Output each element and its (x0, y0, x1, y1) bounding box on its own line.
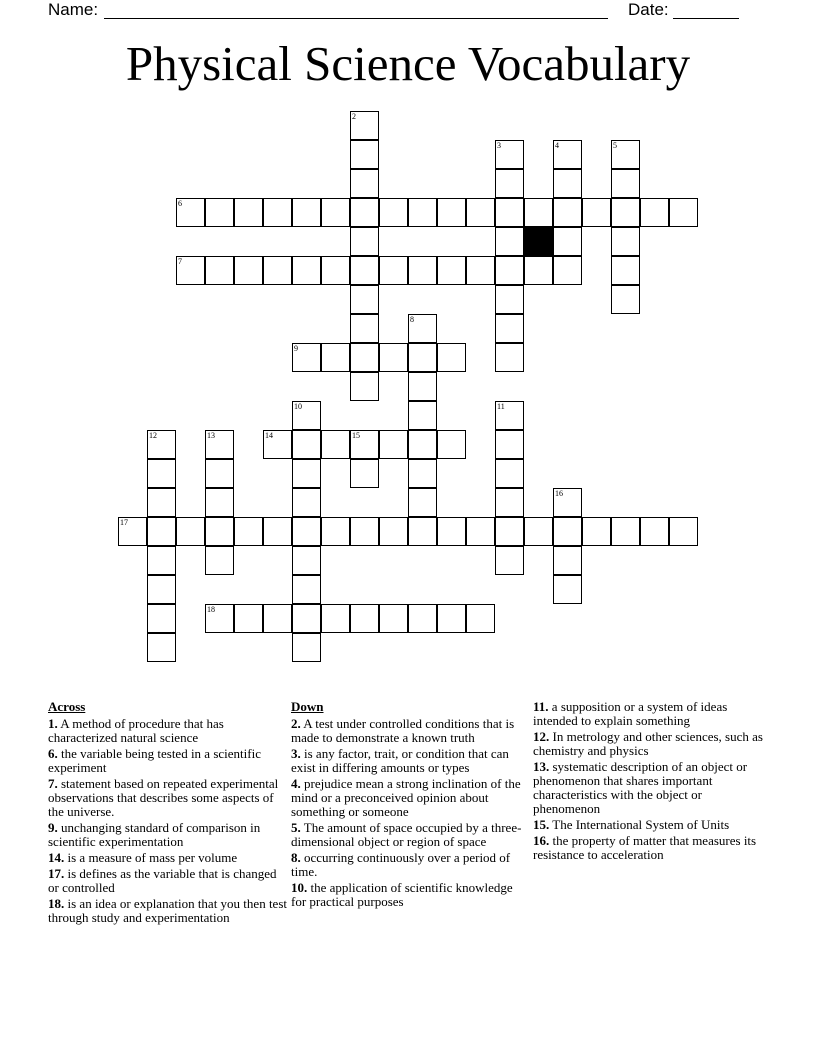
crossword-cell[interactable] (292, 256, 321, 285)
crossword-cell[interactable] (321, 256, 350, 285)
crossword-cell[interactable] (611, 169, 640, 198)
crossword-cell[interactable] (350, 111, 379, 140)
page-title: Physical Science Vocabulary (125, 36, 691, 91)
clue-text: A method of procedure that has characterized natural science (48, 716, 224, 745)
clue-number: 18 (207, 605, 215, 614)
crossword-cell[interactable] (553, 198, 582, 227)
crossword-cell[interactable] (205, 459, 234, 488)
clue-text: the application of scientific knowledge for practical purposes (291, 880, 513, 909)
crossword-cell[interactable] (611, 140, 640, 169)
date-label: Date: (628, 0, 669, 19)
clue (533, 834, 769, 862)
crossword-cell[interactable] (408, 372, 437, 401)
crossword-cell[interactable] (321, 198, 350, 227)
crossword-cell[interactable] (350, 517, 379, 546)
crossword-cell[interactable] (350, 256, 379, 285)
crossword-cell[interactable] (292, 604, 321, 633)
crossword-cell[interactable] (205, 198, 234, 227)
crossword-cell[interactable] (553, 575, 582, 604)
crossword-cell[interactable] (495, 343, 524, 372)
clue-text: a supposition or a system of ideas intended to explain something (533, 699, 728, 728)
crossword-cell[interactable] (147, 459, 176, 488)
crossword-cell[interactable] (553, 227, 582, 256)
clue-number: 10. (291, 880, 308, 895)
clue-number: 2 (352, 112, 356, 121)
clue (533, 700, 769, 728)
crossword-cell[interactable] (292, 546, 321, 575)
crossword-cell[interactable] (147, 575, 176, 604)
clue-number: 4. (291, 776, 301, 791)
crossword-cell[interactable] (176, 198, 205, 227)
clue-number: 7. (48, 776, 58, 791)
crossword-cell[interactable] (379, 604, 408, 633)
crossword-cell[interactable] (408, 198, 437, 227)
crossword-cell[interactable] (205, 604, 234, 633)
crossword-cell[interactable] (379, 517, 408, 546)
crossword-cell[interactable] (437, 604, 466, 633)
clue-number: 6 (178, 199, 182, 208)
crossword-cell[interactable] (408, 459, 437, 488)
crossword-cell[interactable] (205, 256, 234, 285)
clue (533, 730, 769, 758)
crossword-cell[interactable] (292, 575, 321, 604)
crossword-cell[interactable] (263, 517, 292, 546)
crossword-cell[interactable] (321, 604, 350, 633)
crossword-cell[interactable] (611, 256, 640, 285)
crossword-cell[interactable] (495, 256, 524, 285)
crossword-cell[interactable] (495, 140, 524, 169)
clue (291, 747, 527, 775)
clue-number: 4 (555, 141, 559, 150)
crossword-cell[interactable] (553, 140, 582, 169)
crossword-cell[interactable] (669, 517, 698, 546)
crossword-cell[interactable] (350, 430, 379, 459)
clue-number: 5 (613, 141, 617, 150)
clue-text: occurring continuously over a period of time. (291, 850, 511, 879)
clue (48, 777, 288, 819)
across-clues (48, 700, 288, 927)
clue-number: 10 (294, 402, 302, 411)
clue-text: The amount of space occupied by a three-dimensional object or region of space (291, 820, 522, 849)
clue (533, 760, 769, 816)
clue-number: 14. (48, 850, 65, 865)
crossword-cell[interactable] (437, 430, 466, 459)
clue-text: statement based on repeated experimental observations that describes some aspects of the universe. (48, 776, 279, 819)
crossword-cell[interactable] (582, 517, 611, 546)
clue-number: 13 (207, 431, 215, 440)
clue-number: 7 (178, 257, 182, 266)
crossword-cell[interactable] (292, 459, 321, 488)
crossword-cell[interactable] (495, 459, 524, 488)
crossword-cell[interactable] (263, 256, 292, 285)
crossword-cell[interactable] (118, 517, 147, 546)
crossword-cell[interactable] (524, 256, 553, 285)
crossword-cell[interactable] (495, 517, 524, 546)
crossword-cell[interactable] (147, 430, 176, 459)
down-clue-list (291, 717, 527, 909)
crossword-cell[interactable] (495, 314, 524, 343)
crossword-cell[interactable] (408, 517, 437, 546)
crossword-cell[interactable] (292, 198, 321, 227)
crossword-cell[interactable] (234, 256, 263, 285)
crossword-cell[interactable] (553, 169, 582, 198)
clue-text: unchanging standard of comparison in scientific experimentation (48, 820, 261, 849)
crossword-cell[interactable] (553, 256, 582, 285)
clue-text: the variable being tested in a scientific experiment (48, 746, 261, 775)
crossword-cell[interactable] (176, 256, 205, 285)
clue (48, 867, 288, 895)
clue-number: 1. (48, 716, 58, 731)
clue-number: 8. (291, 850, 301, 865)
crossword-cell[interactable] (321, 517, 350, 546)
crossword-cell[interactable] (350, 227, 379, 256)
crossword-cell[interactable] (437, 517, 466, 546)
crossword-cell[interactable] (147, 488, 176, 517)
clue (291, 851, 527, 879)
clue-text: the property of matter that measures its resistance to acceleration (533, 833, 757, 862)
clue (48, 747, 288, 775)
crossword-cell[interactable] (263, 198, 292, 227)
clue (48, 821, 288, 849)
crossword-cell[interactable] (495, 227, 524, 256)
clue-text: is an idea or explanation that you then test through study and experimentation (48, 896, 287, 925)
crossword-cell[interactable] (379, 256, 408, 285)
crossword-cell[interactable] (611, 198, 640, 227)
crossword-cell[interactable] (379, 343, 408, 372)
crossword-cell[interactable] (350, 140, 379, 169)
crossword-cell[interactable] (292, 517, 321, 546)
crossword-cell[interactable] (292, 430, 321, 459)
crossword-cell[interactable] (379, 198, 408, 227)
clue-number: 9 (294, 344, 298, 353)
crossword-cell[interactable] (176, 517, 205, 546)
crossword-cell[interactable] (437, 198, 466, 227)
crossword-cell[interactable] (292, 633, 321, 662)
crossword-cell[interactable] (495, 198, 524, 227)
clue-text: The International System of Units (549, 817, 730, 832)
clue-number: 15 (352, 431, 360, 440)
crossword-cell[interactable] (466, 517, 495, 546)
crossword-cell[interactable] (292, 401, 321, 430)
clue-number: 14 (265, 431, 273, 440)
clue-number: 11 (497, 402, 505, 411)
crossword-cell[interactable] (408, 401, 437, 430)
clue (291, 777, 527, 819)
clue-number: 17. (48, 866, 65, 881)
crossword-cell[interactable] (640, 517, 669, 546)
crossword-cell[interactable] (350, 372, 379, 401)
across-heading: Across (48, 699, 86, 714)
crossword-cell[interactable] (553, 517, 582, 546)
crossword-cell[interactable] (524, 198, 553, 227)
across-clue-list (48, 717, 288, 925)
clue-number: 6. (48, 746, 58, 761)
crossword-cell[interactable] (350, 604, 379, 633)
crossword-cell[interactable] (669, 198, 698, 227)
down-clue-list-continued (533, 700, 769, 862)
black-square (524, 227, 553, 256)
clue-text: prejudice mean a strong inclination of the mind or a preconceived opinion about something or someone (291, 776, 521, 819)
crossword-cell[interactable] (553, 488, 582, 517)
crossword-cell[interactable] (321, 430, 350, 459)
crossword-cell[interactable] (582, 198, 611, 227)
crossword-cell[interactable] (205, 488, 234, 517)
crossword-cell[interactable] (263, 604, 292, 633)
crossword-cell[interactable] (408, 488, 437, 517)
clue-number: 9. (48, 820, 58, 835)
crossword-cell[interactable] (611, 227, 640, 256)
crossword-cell[interactable] (495, 401, 524, 430)
crossword-cell[interactable] (350, 285, 379, 314)
crossword-cell[interactable] (553, 546, 582, 575)
crossword-cell[interactable] (408, 430, 437, 459)
crossword-cell[interactable] (205, 517, 234, 546)
crossword-cell[interactable] (379, 430, 408, 459)
clue-text: is defines as the variable that is changed or controlled (48, 866, 277, 895)
crossword-cell[interactable] (147, 633, 176, 662)
clue-number: 5. (291, 820, 301, 835)
crossword-cell[interactable] (408, 343, 437, 372)
clue-number: 12. (533, 729, 550, 744)
clue-number: 12 (149, 431, 157, 440)
clue (48, 851, 288, 865)
crossword-cell[interactable] (524, 517, 553, 546)
crossword-cell[interactable] (292, 343, 321, 372)
crossword-cell[interactable] (495, 169, 524, 198)
clue-number: 16. (533, 833, 550, 848)
crossword-cell[interactable] (495, 488, 524, 517)
clue (291, 717, 527, 745)
clue-number: 3 (497, 141, 501, 150)
crossword-cell[interactable] (495, 285, 524, 314)
crossword-cell[interactable] (466, 198, 495, 227)
crossword-cell[interactable] (611, 285, 640, 314)
crossword-cell[interactable] (437, 256, 466, 285)
down-clues-continued (533, 700, 769, 864)
crossword-cell[interactable] (350, 314, 379, 343)
crossword-cell[interactable] (495, 546, 524, 575)
clue (291, 881, 527, 909)
clue-number: 3. (291, 746, 301, 761)
clue-number: 13. (533, 759, 550, 774)
clue (48, 897, 288, 925)
clue (291, 821, 527, 849)
crossword-cell[interactable] (234, 604, 263, 633)
down-clues (291, 700, 527, 911)
clue-text: is any factor, trait, or condition that can exist in differing amounts or types (291, 746, 509, 775)
clue-text: In metrology and other sciences, such as chemistry and physics (533, 729, 763, 758)
down-heading: Down (291, 699, 324, 714)
clue-number: 2. (291, 716, 301, 731)
clue-number: 8 (410, 315, 414, 324)
crossword-cell[interactable] (495, 430, 524, 459)
crossword-cell[interactable] (263, 430, 292, 459)
clue-text: A test under controlled conditions that is made to demonstrate a known truth (291, 716, 515, 745)
crossword-cell[interactable] (350, 343, 379, 372)
crossword-cell[interactable] (234, 198, 263, 227)
clue-number: 16 (555, 489, 563, 498)
clue-number: 17 (120, 518, 128, 527)
crossword-cell[interactable] (640, 198, 669, 227)
clue-text: systematic description of an object or phenomenon that shares important characteristics with the object or phenomenon (533, 759, 748, 816)
crossword-cell[interactable] (350, 169, 379, 198)
name-label: Name: (48, 0, 99, 19)
clue (48, 717, 288, 745)
crossword-cell[interactable] (350, 198, 379, 227)
crossword-cell[interactable] (147, 517, 176, 546)
clue (533, 818, 769, 832)
crossword-cell[interactable] (408, 256, 437, 285)
crossword-cell[interactable] (292, 488, 321, 517)
crossword-cell[interactable] (147, 604, 176, 633)
clue-text: is a measure of mass per volume (64, 850, 238, 865)
clue-number: 15. (533, 817, 550, 832)
crossword-cell[interactable] (408, 314, 437, 343)
clue-number: 11. (533, 699, 549, 714)
crossword-cell[interactable] (408, 604, 437, 633)
crossword-cell[interactable] (234, 517, 263, 546)
crossword-cell[interactable] (437, 343, 466, 372)
clue-number: 18. (48, 896, 65, 911)
crossword-cell[interactable] (466, 604, 495, 633)
crossword-cell[interactable] (466, 256, 495, 285)
crossword-cell[interactable] (321, 343, 350, 372)
crossword-cell[interactable] (147, 546, 176, 575)
crossword-cell[interactable] (205, 546, 234, 575)
crossword-cell[interactable] (350, 459, 379, 488)
crossword-cell[interactable] (205, 430, 234, 459)
crossword-cell[interactable] (611, 517, 640, 546)
